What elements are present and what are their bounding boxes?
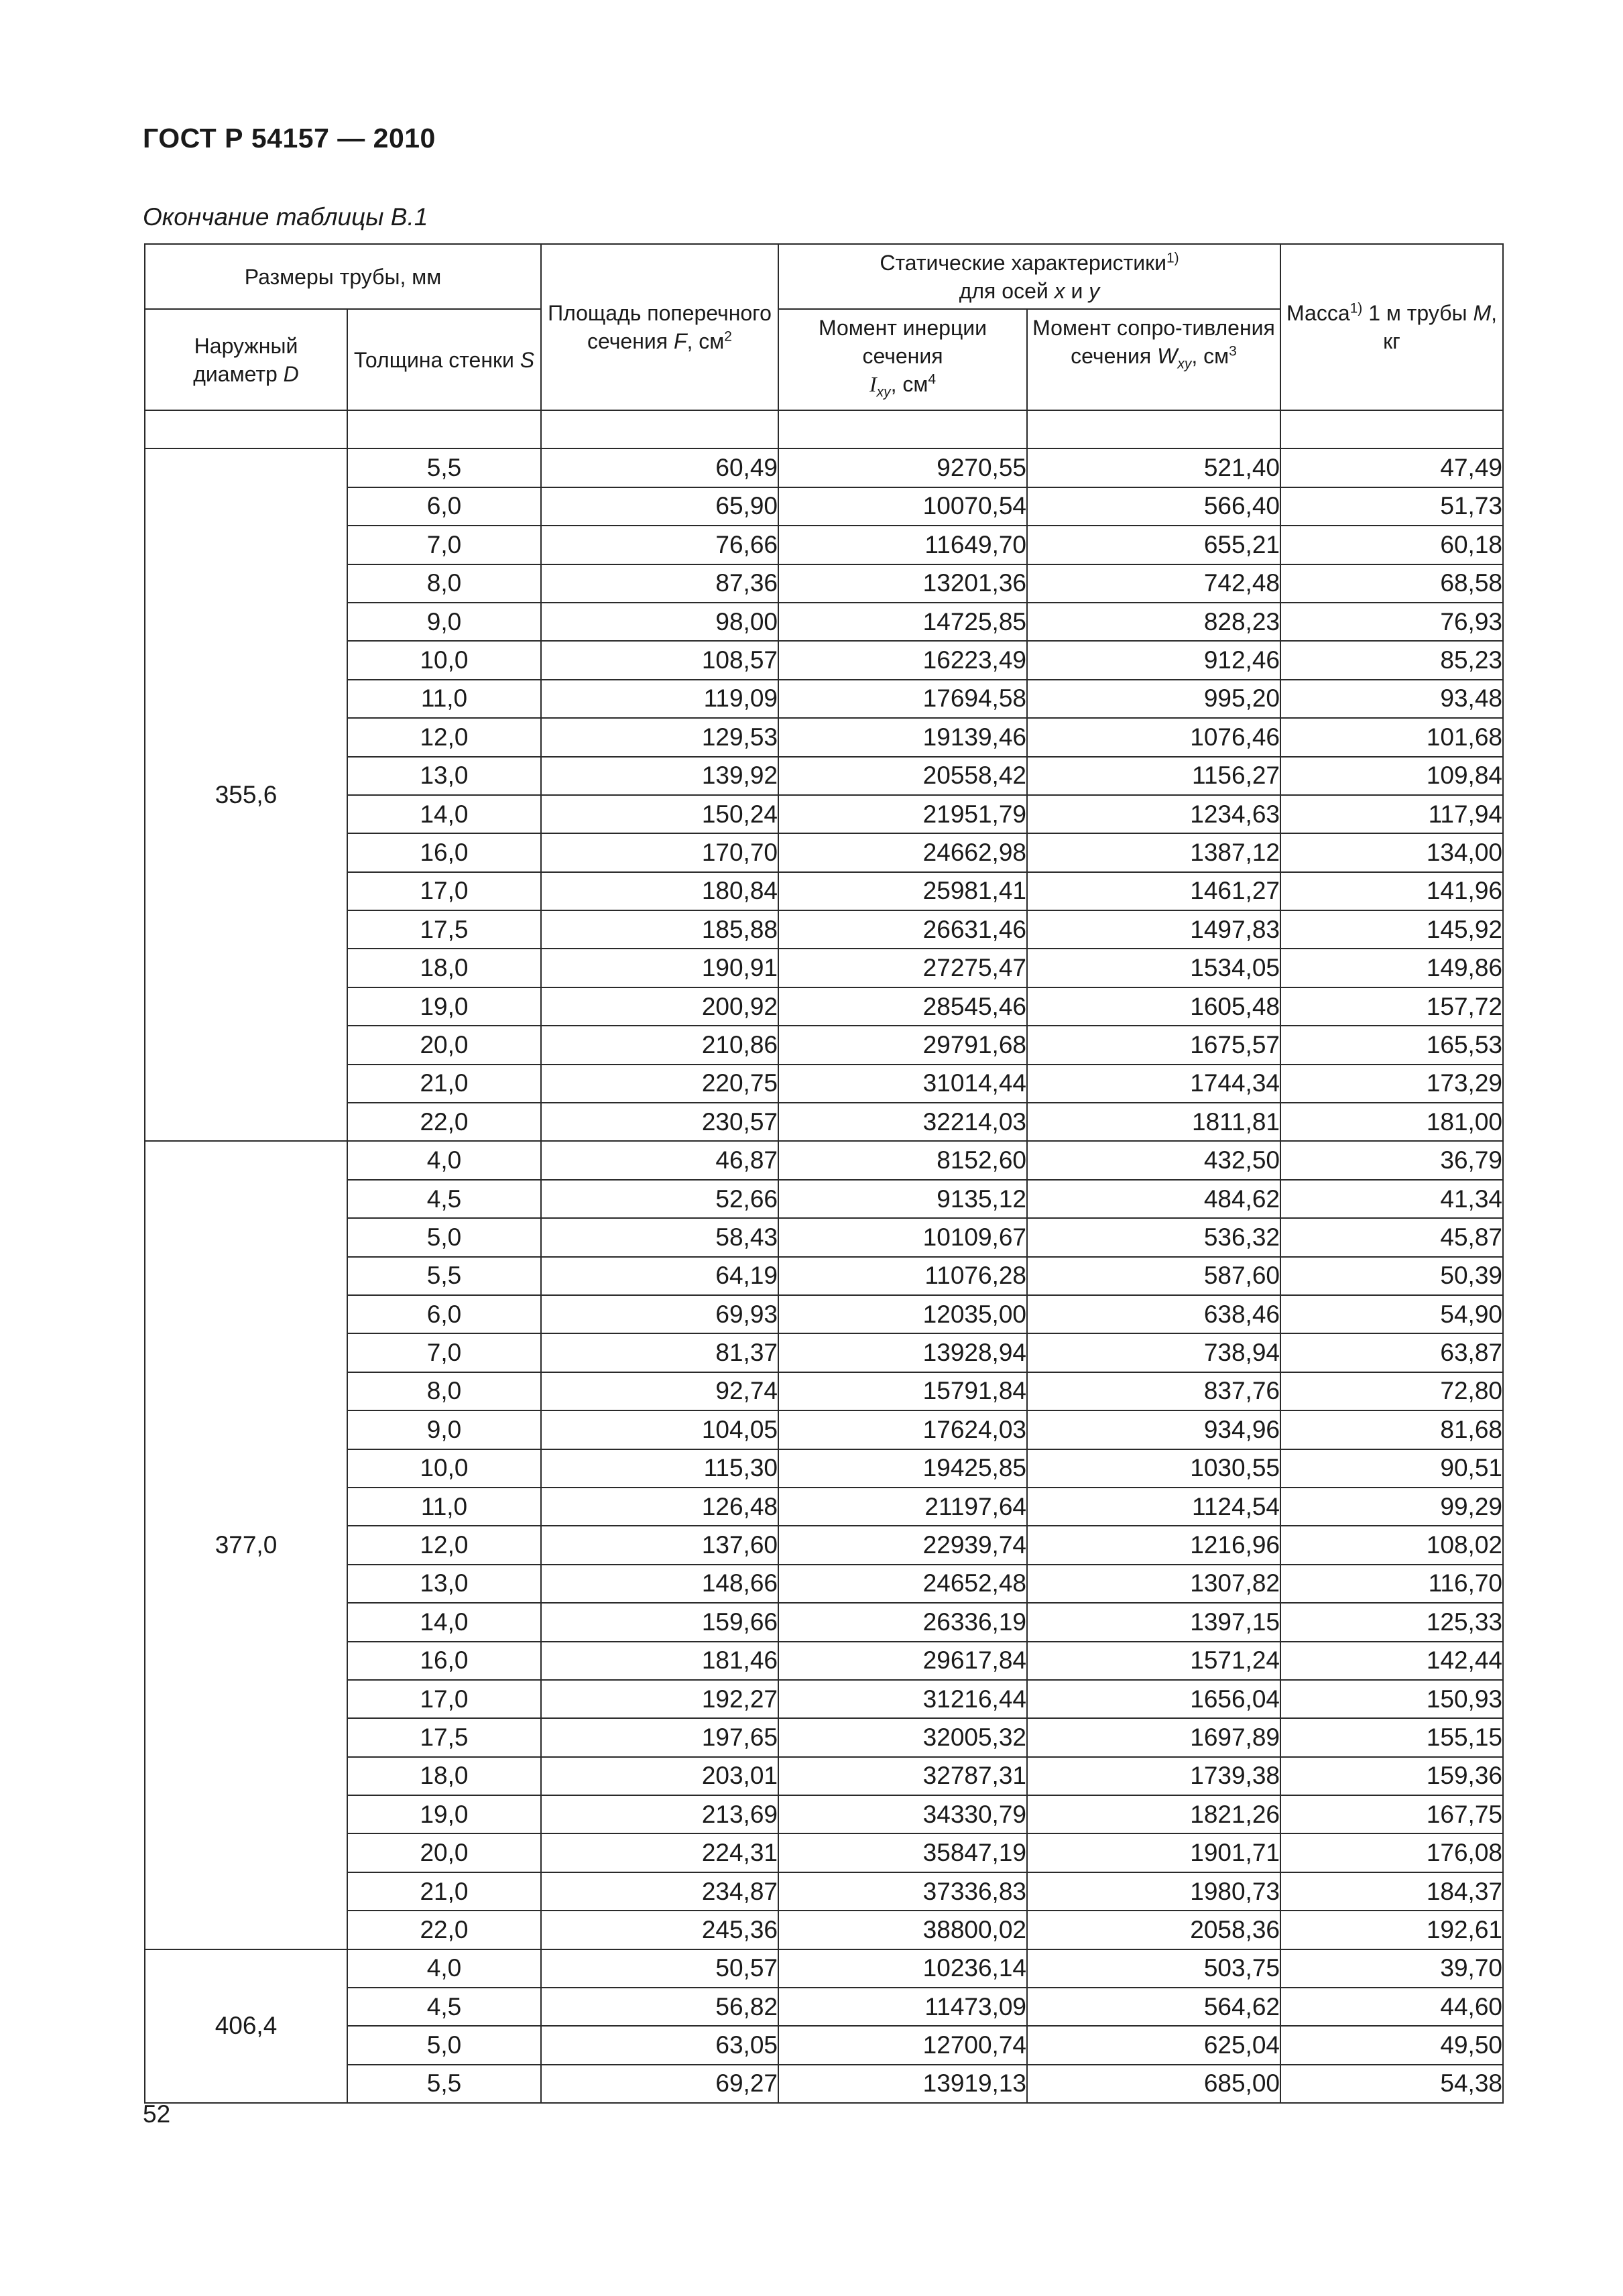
table-row xyxy=(145,872,1503,910)
header-wall-thickness: Толщина стенки S xyxy=(347,309,541,410)
area-cell: 245,36 xyxy=(541,1911,778,1949)
wall-thickness-cell: 13,0 xyxy=(347,757,541,795)
area-cell: 148,66 xyxy=(541,1565,778,1603)
outer-diameter-cell: 377,0 xyxy=(145,1141,347,1949)
table-row xyxy=(145,1103,1503,1141)
mass-cell: 99,29 xyxy=(1280,1488,1503,1526)
resistance-cell: 995,20 xyxy=(1027,680,1280,718)
area-cell: 126,48 xyxy=(541,1488,778,1526)
table-row xyxy=(145,1757,1503,1795)
inertia-cell: 8152,60 xyxy=(778,1141,1027,1179)
resistance-cell: 521,40 xyxy=(1027,448,1280,487)
table-row xyxy=(145,1680,1503,1718)
table-row xyxy=(145,1180,1503,1218)
table-row xyxy=(145,680,1503,718)
mass-cell: 150,93 xyxy=(1280,1680,1503,1718)
resistance-cell: 503,75 xyxy=(1027,1949,1280,1988)
table-row xyxy=(145,987,1503,1026)
pipe-properties-table xyxy=(144,243,1504,2104)
wall-thickness-cell: 17,5 xyxy=(347,1718,541,1756)
wall-thickness-cell: 4,0 xyxy=(347,1949,541,1988)
area-cell: 87,36 xyxy=(541,564,778,603)
resistance-cell: 1216,96 xyxy=(1027,1526,1280,1564)
resistance-cell: 1901,71 xyxy=(1027,1833,1280,1872)
mass-cell: 51,73 xyxy=(1280,487,1503,526)
area-cell: 46,87 xyxy=(541,1141,778,1179)
table-row xyxy=(145,949,1503,987)
wall-thickness-cell: 17,0 xyxy=(347,1680,541,1718)
mass-cell: 117,94 xyxy=(1280,795,1503,833)
inertia-cell: 21951,79 xyxy=(778,795,1027,833)
wall-thickness-cell: 5,5 xyxy=(347,448,541,487)
inertia-cell: 11473,09 xyxy=(778,1988,1027,2026)
inertia-cell: 22939,74 xyxy=(778,1526,1027,1564)
wall-thickness-cell: 12,0 xyxy=(347,1526,541,1564)
area-cell: 76,66 xyxy=(541,526,778,564)
resistance-cell: 566,40 xyxy=(1027,487,1280,526)
resistance-cell: 587,60 xyxy=(1027,1257,1280,1295)
area-cell: 129,53 xyxy=(541,718,778,756)
area-cell: 192,27 xyxy=(541,1680,778,1718)
wall-thickness-cell: 11,0 xyxy=(347,1488,541,1526)
table-row xyxy=(145,1833,1503,1872)
mass-cell: 90,51 xyxy=(1280,1449,1503,1488)
wall-thickness-cell: 17,0 xyxy=(347,872,541,910)
resistance-cell: 536,32 xyxy=(1027,1218,1280,1256)
mass-cell: 173,29 xyxy=(1280,1065,1503,1103)
resistance-cell: 1497,83 xyxy=(1027,910,1280,949)
mass-cell: 181,00 xyxy=(1280,1103,1503,1141)
inertia-cell: 9135,12 xyxy=(778,1180,1027,1218)
wall-thickness-cell: 14,0 xyxy=(347,795,541,833)
inertia-cell: 9270,55 xyxy=(778,448,1027,487)
table-row xyxy=(145,1449,1503,1488)
resistance-cell: 1739,38 xyxy=(1027,1757,1280,1795)
area-cell: 58,43 xyxy=(541,1218,778,1256)
resistance-cell: 564,62 xyxy=(1027,1988,1280,2026)
area-cell: 64,19 xyxy=(541,1257,778,1295)
inertia-cell: 13201,36 xyxy=(778,564,1027,603)
resistance-cell: 828,23 xyxy=(1027,603,1280,641)
inertia-cell: 10236,14 xyxy=(778,1949,1027,1988)
mass-cell: 108,02 xyxy=(1280,1526,1503,1564)
table-row xyxy=(145,526,1503,564)
mass-cell: 167,75 xyxy=(1280,1795,1503,1833)
mass-cell: 54,90 xyxy=(1280,1295,1503,1333)
area-cell: 137,60 xyxy=(541,1526,778,1564)
resistance-cell: 934,96 xyxy=(1027,1410,1280,1449)
wall-thickness-cell: 6,0 xyxy=(347,1295,541,1333)
wall-thickness-cell: 19,0 xyxy=(347,1795,541,1833)
area-cell: 92,74 xyxy=(541,1372,778,1410)
table-row xyxy=(145,1988,1503,2026)
inertia-cell: 10070,54 xyxy=(778,487,1027,526)
wall-thickness-cell: 21,0 xyxy=(347,1065,541,1103)
resistance-cell: 1811,81 xyxy=(1027,1103,1280,1141)
inertia-cell: 11076,28 xyxy=(778,1257,1027,1295)
table-row xyxy=(145,1026,1503,1064)
inertia-cell: 32005,32 xyxy=(778,1718,1027,1756)
resistance-cell: 1534,05 xyxy=(1027,949,1280,987)
area-cell: 150,24 xyxy=(541,795,778,833)
table-row xyxy=(145,1526,1503,1564)
inertia-cell: 17624,03 xyxy=(778,1410,1027,1449)
mass-cell: 101,68 xyxy=(1280,718,1503,756)
mass-cell: 50,39 xyxy=(1280,1257,1503,1295)
mass-cell: 134,00 xyxy=(1280,833,1503,871)
outer-diameter-cell: 355,6 xyxy=(145,448,347,1141)
resistance-cell: 1307,82 xyxy=(1027,1565,1280,1603)
resistance-cell: 1605,48 xyxy=(1027,987,1280,1026)
resistance-cell: 1697,89 xyxy=(1027,1718,1280,1756)
table-row xyxy=(145,1642,1503,1680)
area-cell: 69,27 xyxy=(541,2065,778,2103)
resistance-cell: 655,21 xyxy=(1027,526,1280,564)
mass-cell: 49,50 xyxy=(1280,2026,1503,2064)
resistance-cell: 1821,26 xyxy=(1027,1795,1280,1833)
inertia-cell: 20558,42 xyxy=(778,757,1027,795)
area-cell: 63,05 xyxy=(541,2026,778,2064)
table-row xyxy=(145,1218,1503,1256)
table-row xyxy=(145,2026,1503,2064)
mass-cell: 45,87 xyxy=(1280,1218,1503,1256)
table-row xyxy=(145,1257,1503,1295)
inertia-cell: 26336,19 xyxy=(778,1603,1027,1641)
resistance-cell: 1124,54 xyxy=(1027,1488,1280,1526)
area-cell: 98,00 xyxy=(541,603,778,641)
table-row xyxy=(145,641,1503,679)
document-title: ГОСТ Р 54157 — 2010 xyxy=(143,123,436,154)
inertia-cell: 12035,00 xyxy=(778,1295,1027,1333)
mass-cell: 184,37 xyxy=(1280,1872,1503,1911)
table-row xyxy=(145,2065,1503,2103)
wall-thickness-cell: 8,0 xyxy=(347,564,541,603)
inertia-cell: 29791,68 xyxy=(778,1026,1027,1064)
mass-cell: 142,44 xyxy=(1280,1642,1503,1680)
resistance-cell: 432,50 xyxy=(1027,1141,1280,1179)
resistance-cell: 742,48 xyxy=(1027,564,1280,603)
area-cell: 185,88 xyxy=(541,910,778,949)
resistance-cell: 638,46 xyxy=(1027,1295,1280,1333)
wall-thickness-cell: 9,0 xyxy=(347,1410,541,1449)
wall-thickness-cell: 18,0 xyxy=(347,949,541,987)
area-cell: 56,82 xyxy=(541,1988,778,2026)
inertia-cell: 37336,83 xyxy=(778,1872,1027,1911)
mass-cell: 141,96 xyxy=(1280,872,1503,910)
inertia-cell: 24652,48 xyxy=(778,1565,1027,1603)
header-static-group: Статические характеристики$^{1)}$ для осей x и y xyxy=(778,244,1280,309)
wall-thickness-cell: 5,5 xyxy=(347,1257,541,1295)
area-cell: 108,57 xyxy=(541,641,778,679)
inertia-cell: 28545,46 xyxy=(778,987,1027,1026)
table-row xyxy=(145,564,1503,603)
area-cell: 224,31 xyxy=(541,1833,778,1872)
wall-thickness-cell: 4,5 xyxy=(347,1988,541,2026)
inertia-cell: 19139,46 xyxy=(778,718,1027,756)
header-resistance: Момент сопро-тивления сечения $W_{xy}$, $см^3$ xyxy=(1027,309,1280,410)
wall-thickness-cell: 22,0 xyxy=(347,1911,541,1949)
mass-cell: 165,53 xyxy=(1280,1026,1503,1064)
table-row xyxy=(145,487,1503,526)
area-cell: 69,93 xyxy=(541,1295,778,1333)
wall-thickness-cell: 8,0 xyxy=(347,1372,541,1410)
inertia-cell: 13919,13 xyxy=(778,2065,1027,2103)
resistance-cell: 1030,55 xyxy=(1027,1449,1280,1488)
area-cell: 170,70 xyxy=(541,833,778,871)
inertia-cell: 17694,58 xyxy=(778,680,1027,718)
area-cell: 50,57 xyxy=(541,1949,778,1988)
resistance-cell: 1656,04 xyxy=(1027,1680,1280,1718)
wall-thickness-cell: 19,0 xyxy=(347,987,541,1026)
wall-thickness-cell: 14,0 xyxy=(347,1603,541,1641)
table-row xyxy=(145,1295,1503,1333)
inertia-cell: 10109,67 xyxy=(778,1218,1027,1256)
resistance-cell: 1980,73 xyxy=(1027,1872,1280,1911)
wall-thickness-cell: 21,0 xyxy=(347,1872,541,1911)
inertia-cell: 29617,84 xyxy=(778,1642,1027,1680)
resistance-cell: 1234,63 xyxy=(1027,795,1280,833)
wall-thickness-cell: 4,5 xyxy=(347,1180,541,1218)
wall-thickness-cell: 20,0 xyxy=(347,1833,541,1872)
table-row xyxy=(145,718,1503,756)
area-cell: 65,90 xyxy=(541,487,778,526)
table-row xyxy=(145,1565,1503,1603)
area-cell: 210,86 xyxy=(541,1026,778,1064)
area-cell: 213,69 xyxy=(541,1795,778,1833)
table-row xyxy=(145,833,1503,871)
inertia-cell: 12700,74 xyxy=(778,2026,1027,2064)
wall-thickness-cell: 7,0 xyxy=(347,526,541,564)
wall-thickness-cell: 12,0 xyxy=(347,718,541,756)
table-row xyxy=(145,1718,1503,1756)
area-cell: 81,37 xyxy=(541,1333,778,1372)
mass-cell: 155,15 xyxy=(1280,1718,1503,1756)
mass-cell: 63,87 xyxy=(1280,1333,1503,1372)
header-inertia: Момент инерции сечения $I_{xy}$, $см^4$ xyxy=(778,309,1027,410)
mass-cell: 192,61 xyxy=(1280,1911,1503,1949)
mass-cell: 41,34 xyxy=(1280,1180,1503,1218)
mass-cell: 176,08 xyxy=(1280,1833,1503,1872)
inertia-cell: 27275,47 xyxy=(778,949,1027,987)
mass-cell: 60,18 xyxy=(1280,526,1503,564)
table-row xyxy=(145,1795,1503,1833)
inertia-cell: 25981,41 xyxy=(778,872,1027,910)
inertia-cell: 38800,02 xyxy=(778,1911,1027,1949)
table-row xyxy=(145,448,1503,487)
resistance-cell: 1571,24 xyxy=(1027,1642,1280,1680)
wall-thickness-cell: 20,0 xyxy=(347,1026,541,1064)
inertia-cell: 32787,31 xyxy=(778,1757,1027,1795)
inertia-cell: 16223,49 xyxy=(778,641,1027,679)
header-area: Площадь поперечного сечения F, $см^2$ xyxy=(541,244,778,410)
wall-thickness-cell: 9,0 xyxy=(347,603,541,641)
inertia-cell: 14725,85 xyxy=(778,603,1027,641)
resistance-cell: 1387,12 xyxy=(1027,833,1280,871)
resistance-cell: 738,94 xyxy=(1027,1333,1280,1372)
mass-cell: 157,72 xyxy=(1280,987,1503,1026)
table-row xyxy=(145,1603,1503,1641)
wall-thickness-cell: 4,0 xyxy=(347,1141,541,1179)
inertia-cell: 26631,46 xyxy=(778,910,1027,949)
wall-thickness-cell: 18,0 xyxy=(347,1757,541,1795)
table-row xyxy=(145,603,1503,641)
area-cell: 181,46 xyxy=(541,1642,778,1680)
area-cell: 104,05 xyxy=(541,1410,778,1449)
resistance-cell: 912,46 xyxy=(1027,641,1280,679)
table-row xyxy=(145,1488,1503,1526)
wall-thickness-cell: 5,0 xyxy=(347,1218,541,1256)
resistance-cell: 625,04 xyxy=(1027,2026,1280,2064)
mass-cell: 47,49 xyxy=(1280,448,1503,487)
table-row xyxy=(145,1141,1503,1179)
table-row xyxy=(145,1333,1503,1372)
header-outer-diameter: Наружный диаметр D xyxy=(145,309,347,410)
table-row xyxy=(145,1372,1503,1410)
inertia-cell: 34330,79 xyxy=(778,1795,1027,1833)
wall-thickness-cell: 10,0 xyxy=(347,1449,541,1488)
resistance-cell: 1675,57 xyxy=(1027,1026,1280,1064)
page-number: 52 xyxy=(143,2100,171,2128)
wall-thickness-cell: 17,5 xyxy=(347,910,541,949)
table-caption: Окончание таблицы В.1 xyxy=(143,203,428,231)
resistance-cell: 1461,27 xyxy=(1027,872,1280,910)
table-body xyxy=(145,448,1503,2103)
mass-cell: 54,38 xyxy=(1280,2065,1503,2103)
table-row xyxy=(145,1872,1503,1911)
area-cell: 203,01 xyxy=(541,1757,778,1795)
area-cell: 60,49 xyxy=(541,448,778,487)
mass-cell: 159,36 xyxy=(1280,1757,1503,1795)
area-cell: 52,66 xyxy=(541,1180,778,1218)
wall-thickness-cell: 6,0 xyxy=(347,487,541,526)
wall-thickness-cell: 10,0 xyxy=(347,641,541,679)
inertia-cell: 21197,64 xyxy=(778,1488,1027,1526)
area-cell: 180,84 xyxy=(541,872,778,910)
inertia-cell: 32214,03 xyxy=(778,1103,1027,1141)
inertia-cell: 31216,44 xyxy=(778,1680,1027,1718)
inertia-cell: 31014,44 xyxy=(778,1065,1027,1103)
mass-cell: 93,48 xyxy=(1280,680,1503,718)
inertia-cell: 15791,84 xyxy=(778,1372,1027,1410)
header-mass: Масса$^{1)}$ 1 м трубы M, кг xyxy=(1280,244,1503,410)
mass-cell: 81,68 xyxy=(1280,1410,1503,1449)
inertia-cell: 11649,70 xyxy=(778,526,1027,564)
table-row xyxy=(145,1911,1503,1949)
mass-cell: 72,80 xyxy=(1280,1372,1503,1410)
table-row xyxy=(145,910,1503,949)
mass-cell: 149,86 xyxy=(1280,949,1503,987)
wall-thickness-cell: 22,0 xyxy=(347,1103,541,1141)
area-cell: 200,92 xyxy=(541,987,778,1026)
wall-thickness-cell: 13,0 xyxy=(347,1565,541,1603)
resistance-cell: 685,00 xyxy=(1027,2065,1280,2103)
outer-diameter-cell: 406,4 xyxy=(145,1949,347,2104)
resistance-cell: 2058,36 xyxy=(1027,1911,1280,1949)
table-row xyxy=(145,1065,1503,1103)
area-cell: 234,87 xyxy=(541,1872,778,1911)
wall-thickness-cell: 7,0 xyxy=(347,1333,541,1372)
wall-thickness-cell: 11,0 xyxy=(347,680,541,718)
wall-thickness-cell: 16,0 xyxy=(347,833,541,871)
resistance-cell: 1076,46 xyxy=(1027,718,1280,756)
area-cell: 139,92 xyxy=(541,757,778,795)
inertia-cell: 24662,98 xyxy=(778,833,1027,871)
table-row xyxy=(145,1410,1503,1449)
mass-cell: 36,79 xyxy=(1280,1141,1503,1179)
mass-cell: 109,84 xyxy=(1280,757,1503,795)
header-pipe-size-group: Размеры трубы, мм xyxy=(145,244,541,309)
area-cell: 190,91 xyxy=(541,949,778,987)
resistance-cell: 1397,15 xyxy=(1027,1603,1280,1641)
inertia-cell: 35847,19 xyxy=(778,1833,1027,1872)
wall-thickness-cell: 5,0 xyxy=(347,2026,541,2064)
wall-thickness-cell: 16,0 xyxy=(347,1642,541,1680)
resistance-cell: 1156,27 xyxy=(1027,757,1280,795)
inertia-cell: 13928,94 xyxy=(778,1333,1027,1372)
table-row xyxy=(145,757,1503,795)
area-cell: 119,09 xyxy=(541,680,778,718)
mass-cell: 125,33 xyxy=(1280,1603,1503,1641)
mass-cell: 76,93 xyxy=(1280,603,1503,641)
mass-cell: 145,92 xyxy=(1280,910,1503,949)
mass-cell: 85,23 xyxy=(1280,641,1503,679)
area-cell: 220,75 xyxy=(541,1065,778,1103)
inertia-cell: 19425,85 xyxy=(778,1449,1027,1488)
area-cell: 159,66 xyxy=(541,1603,778,1641)
resistance-cell: 837,76 xyxy=(1027,1372,1280,1410)
area-cell: 115,30 xyxy=(541,1449,778,1488)
mass-cell: 39,70 xyxy=(1280,1949,1503,1988)
area-cell: 230,57 xyxy=(541,1103,778,1141)
table-row xyxy=(145,1949,1503,1988)
area-cell: 197,65 xyxy=(541,1718,778,1756)
table-row xyxy=(145,795,1503,833)
mass-cell: 44,60 xyxy=(1280,1988,1503,2026)
mass-cell: 116,70 xyxy=(1280,1565,1503,1603)
resistance-cell: 1744,34 xyxy=(1027,1065,1280,1103)
mass-cell: 68,58 xyxy=(1280,564,1503,603)
resistance-cell: 484,62 xyxy=(1027,1180,1280,1218)
wall-thickness-cell: 5,5 xyxy=(347,2065,541,2103)
